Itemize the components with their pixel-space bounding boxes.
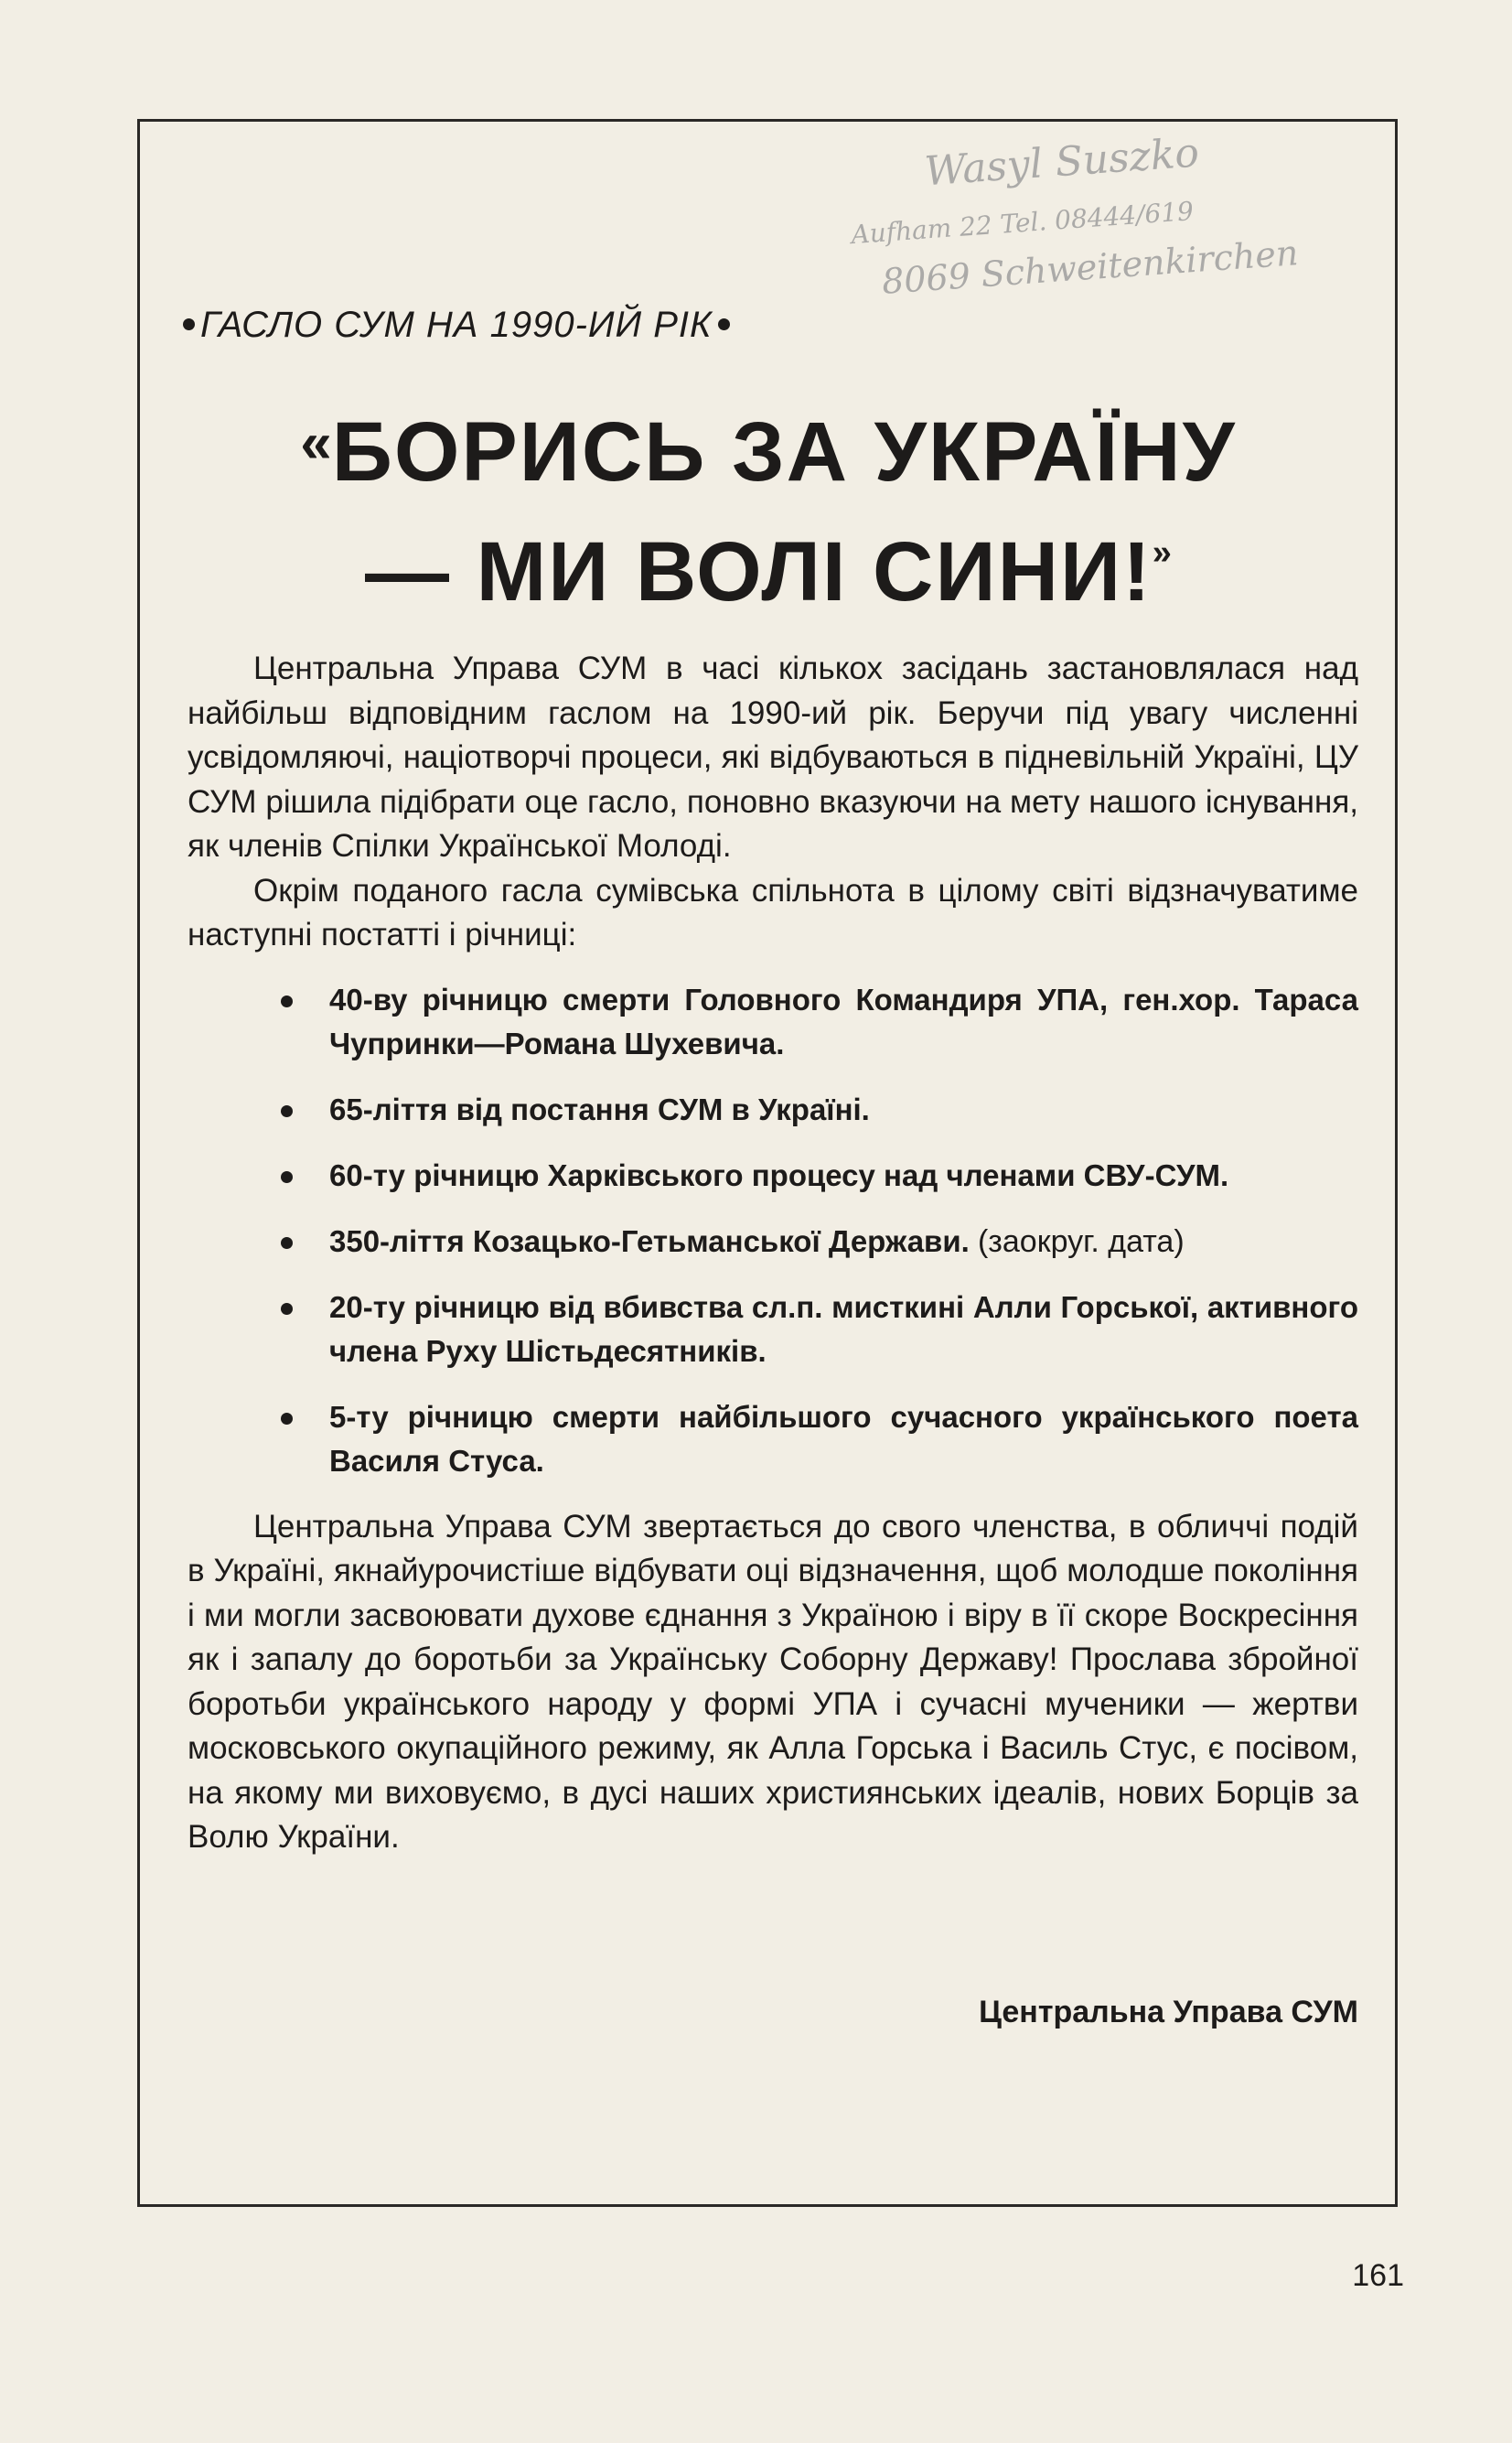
paragraph-anniversaries-intro: Окрім поданого гасла сумівська спільнота в цілому світі відзначуватиме наступні постатті і річниці: (188, 872, 1358, 952)
headline-line-2-text: — МИ ВОЛІ СИНИ! (365, 525, 1153, 619)
bullet-dot-icon (281, 1413, 293, 1425)
bullet-dot-icon (281, 1171, 293, 1183)
stamp-address: Aufham 22 Tel. 08444/619 (850, 196, 1195, 251)
bullet-dot-icon (183, 318, 195, 330)
slogan-label-text: ГАСЛО СУМ НА 1990-ИЙ РІК (200, 305, 713, 345)
page-number: 161 (1352, 2258, 1404, 2293)
list-item-text: 5-ту річницю смерти найбільшого сучасного українського поета Василя Стуса. (329, 1399, 1358, 1478)
bullet-dot-icon (281, 1303, 293, 1315)
list-item (188, 978, 1358, 1066)
paragraph-appeal: Центральна Управа СУМ звертається до свого членства, в обличчі подій в Україні, якнайурочистіше відбувати оці відзначення, щоб молодше покоління і ми могли засвоювати духове єднання з Україною і віру в її скоре Воскресіння як і запалу до боротьби за Українську Соборну Державу! Прослава збройної боротьби українського народу у формі УПА і сучасні мученики — жертви московського окупаційного режиму, як Алла Горська і Василь Стус, є посівом, на якому ми виховуємо, в дусі наших християнських ідеалів, нових Борців за Волю України. (188, 1508, 1358, 1855)
headline-line-1 (229, 393, 1308, 502)
list-item-text: 350-ліття Козацько-Гетьманської Держави. (329, 1223, 970, 1258)
bullet-dot-icon (281, 1237, 293, 1249)
list-item (188, 1286, 1358, 1373)
headline (229, 393, 1308, 622)
stamp-city: 8069 Schweitenkirchen (880, 232, 1300, 302)
list-item-text: 65-ліття від постання СУМ в Україні. (329, 1092, 870, 1126)
article-body (188, 647, 1358, 1860)
bullet-dot-icon (281, 1105, 293, 1117)
anniversaries-list (188, 978, 1358, 1483)
list-item (188, 1220, 1358, 1264)
headline-line-2 (229, 502, 1308, 622)
headline-line-1-text: БОРИСЬ ЗА УКРАЇНУ (331, 405, 1237, 499)
list-item-note: (заокруг. дата) (977, 1223, 1185, 1259)
list-item-text: 40-ву річницю смерти Головного Командиря УПА, ген.хор. Тараса Чупринки—Романа Шухевича. (329, 982, 1358, 1060)
list-item (188, 1088, 1358, 1132)
stamp-name: Wasyl Suszko (923, 129, 1201, 196)
bullet-dot-icon (281, 995, 293, 1007)
headline-close-quote: » (1152, 533, 1172, 572)
list-item (188, 1395, 1358, 1483)
list-item (188, 1154, 1358, 1198)
bullet-dot-icon (718, 318, 730, 330)
owner-stamp (845, 121, 1331, 318)
signature: Центральна Управа СУМ (979, 1995, 1358, 2029)
paragraph-intro: Центральна Управа СУМ в часі кількох засідань застановлялася над найбільш відповідним гаслом на 1990-ий рік. Беручи під увагу численні усвідомляючі, націотворчі процеси, які відбуваються в підневільній Україні, ЦУ СУМ рішила підібрати оце гасло, поновно вказуючи на мету нашого існування, як членів Спілки Української Молоді. (188, 651, 1358, 864)
list-item-text: 20-ту річницю від вбивства сл.п. мисткині Алли Горської, активного члена Руху Шістьдесятників. (329, 1289, 1358, 1368)
headline-open-quote: « (300, 412, 332, 475)
list-item-text: 60-ту річницю Харківського процесу над членами СВУ-СУМ. (329, 1157, 1229, 1192)
slogan-label (183, 305, 730, 346)
